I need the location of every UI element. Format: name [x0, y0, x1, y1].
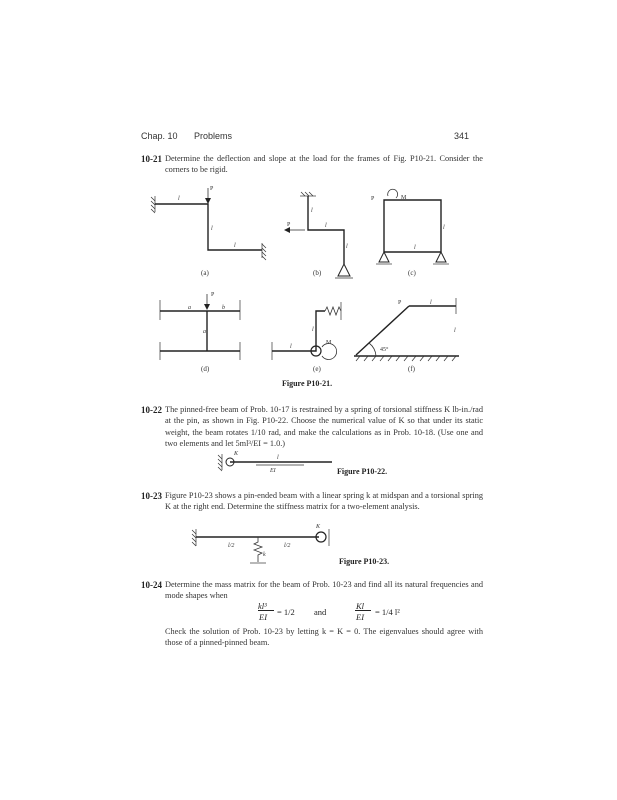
problem-number: 10-21: [141, 154, 162, 164]
length-label: l/2: [284, 543, 291, 549]
spring-label: K: [316, 524, 321, 530]
panel-label: (d): [201, 365, 210, 373]
figure-caption: Figure P10-23.: [339, 557, 390, 566]
load-label: P: [371, 196, 375, 202]
panel-label: (c): [408, 269, 416, 277]
equation-lhs-numerator: kl³: [258, 601, 267, 611]
problem-text: Determine the mass matrix for the beam of Prob. 10-23 and find all its natural frequencies and mode shapes when: [165, 580, 483, 601]
length-label: l: [325, 223, 327, 229]
length-label: l: [311, 208, 313, 214]
load-label: P: [287, 222, 291, 228]
spring-label: K: [234, 451, 239, 457]
length-label: l: [277, 455, 279, 461]
stiffness-label: EI: [270, 468, 276, 474]
equation-lhs-value: = 1/2: [277, 607, 295, 617]
figure-caption: Figure P10-21.: [282, 379, 333, 388]
equation-rhs-value: = 1/4 l²: [375, 607, 400, 617]
length-label: l: [211, 226, 213, 232]
length-label: l: [346, 244, 348, 250]
dimension-a: a: [188, 305, 191, 311]
length-label: l: [443, 225, 445, 231]
length-label: l: [430, 300, 432, 306]
length-label: l: [178, 196, 180, 202]
panel-label: (b): [313, 269, 322, 277]
equation-lhs-denominator: EI: [259, 612, 268, 622]
equation-rhs-denominator: EI: [356, 612, 365, 622]
panel-label: (a): [201, 269, 209, 277]
length-label: l: [234, 243, 236, 249]
page-number: 341: [454, 131, 470, 141]
load-label: P: [210, 186, 214, 192]
problem-number: 10-22: [141, 405, 162, 415]
panel-label: (f): [408, 365, 415, 373]
problem-text: Figure P10-23 shows a pin-ended beam with a linear spring k at midspan and a torsional spring K at the right end. Determine the stiffness matrix for a two-element analysis.: [165, 491, 483, 512]
spring-label: k: [263, 552, 266, 558]
dimension-b: b: [222, 305, 225, 311]
length-label: l: [312, 327, 314, 333]
length-label: l: [290, 344, 292, 350]
problem-number: 10-23: [141, 491, 162, 501]
problem-number: 10-24: [141, 580, 162, 590]
section-title: Problems: [194, 131, 233, 141]
equation-rhs-numerator: Kl: [356, 601, 365, 611]
length-label: l: [414, 245, 416, 251]
chapter-label: Chap. 10: [141, 131, 178, 141]
length-label: l/2: [228, 543, 235, 549]
moment-label: M: [326, 340, 332, 346]
problem-text: The pinned-free beam of Prob. 10-17 is restrained by a spring of torsional stiffness K lb-in./rad at the pin, as shown in Fig. P10-22. Choose the numerical value of K so that under its static weight, the beam rotates 1/10 rad, and make the calculations as in Prob. 10-18. (Use one and two elements and let 5ml³/EI = 1.0.): [165, 405, 483, 449]
length-label: l: [454, 328, 456, 334]
angle-label: 45°: [380, 347, 389, 353]
panel-label: (e): [313, 365, 321, 373]
dimension-a: a: [203, 329, 206, 335]
figure-caption: Figure P10-22.: [337, 467, 388, 476]
closing-text: Check the solution of Prob. 10-23 by letting k = K = 0. The eigenvalues should agree with those of a pinned-pinned beam.: [165, 627, 483, 648]
load-label: P: [211, 292, 215, 298]
problem-text: Determine the deflection and slope at the load for the frames of Fig. P10-21. Consider the corners to be rigid.: [165, 154, 483, 175]
load-label: P: [398, 300, 402, 306]
moment-label: M: [401, 195, 407, 201]
equation-and: and: [314, 607, 327, 617]
